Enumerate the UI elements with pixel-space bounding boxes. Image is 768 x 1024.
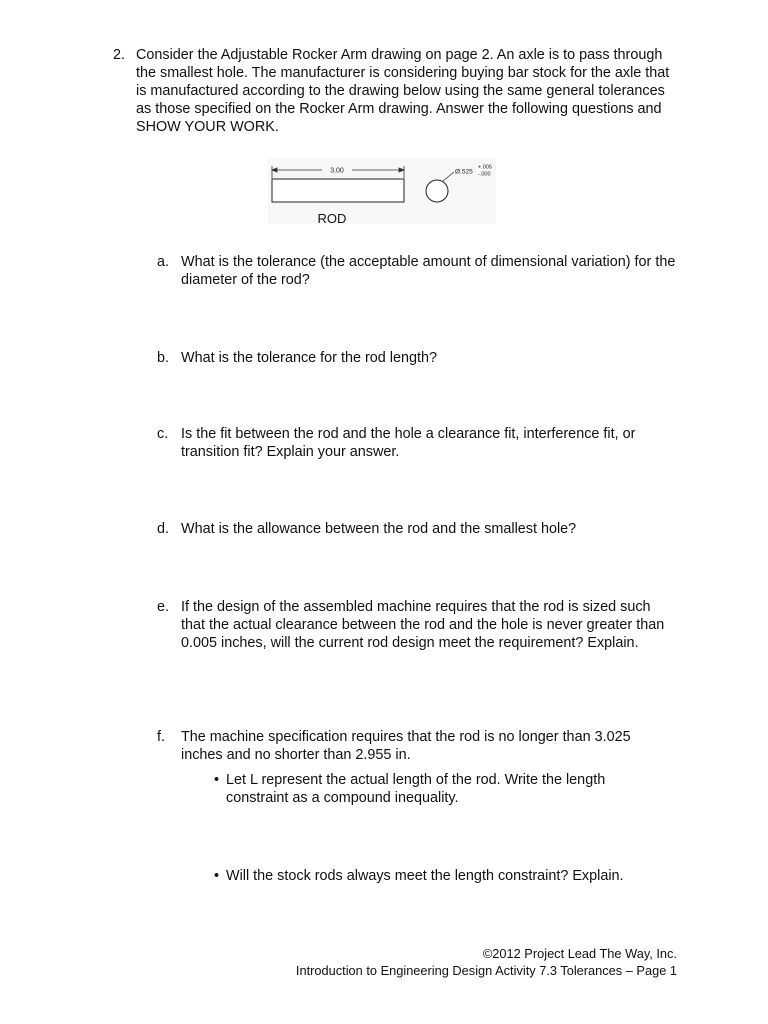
tolerance-lower: -.000 [478,171,491,178]
part-text: What is the allowance between the rod and the smallest hole? [181,521,577,537]
bullet-text: Let L represent the actual length of the rod. Write the length constraint as a compound inequality. [226,772,606,806]
footer-copyright: ©2012 Project Lead The Way, Inc. [482,946,677,961]
part-text: What is the tolerance (the acceptable amount of dimensional variation) for the diameter of the rod? [181,254,676,288]
rod-side-view [272,179,404,202]
part-label: f. [157,729,165,745]
diameter-leader [443,172,454,181]
footer-activity: Introduction to Engineering Design Activity 7.3 Tolerances – Page 1 [295,963,677,978]
rod-caption: ROD [317,211,347,224]
question-text: Consider the Adjustable Rocker Arm drawing on page 2. An axle is to pass through the smallest hole. The manufacturer is considering buying bar stock for the axle that is manufactured according to the drawing below using the same general tolerances as those specified on the Rocker Arm drawing. Answer the following questions and SHOW YOUR WORK. [136,47,670,135]
diameter-label: Ø.525 [455,168,473,176]
part-label: b. [157,350,170,366]
part-label: c. [157,426,169,442]
rod-drawing [268,158,496,224]
bullet-symbol: • [214,868,220,884]
part-label: e. [157,599,170,615]
bullet-text: Will the stock rods always meet the length constraint? Explain. [226,868,624,884]
part-label: a. [157,254,170,270]
bullet-symbol: • [214,772,220,788]
question-number: 2. [113,47,126,63]
length-dimension-label: 3.00 [330,167,344,175]
part-text: Is the fit between the rod and the hole a clearance fit, interference fit, or transition fit? Explain your answer. [181,426,636,460]
part-label: d. [157,521,170,537]
rod-end-view [426,180,448,202]
part-text: The machine specification requires that the rod is no longer than 3.025 inches and no shorter than 2.955 in. [181,729,631,763]
part-text: What is the tolerance for the rod length? [181,350,437,366]
tolerance-upper: +.005 [478,164,492,171]
part-text: If the design of the assembled machine requires that the rod is sized such that the actual clearance between the rod and the hole is never greater than 0.005 inches, will the current rod design meet the requirement? Explain. [181,599,665,651]
